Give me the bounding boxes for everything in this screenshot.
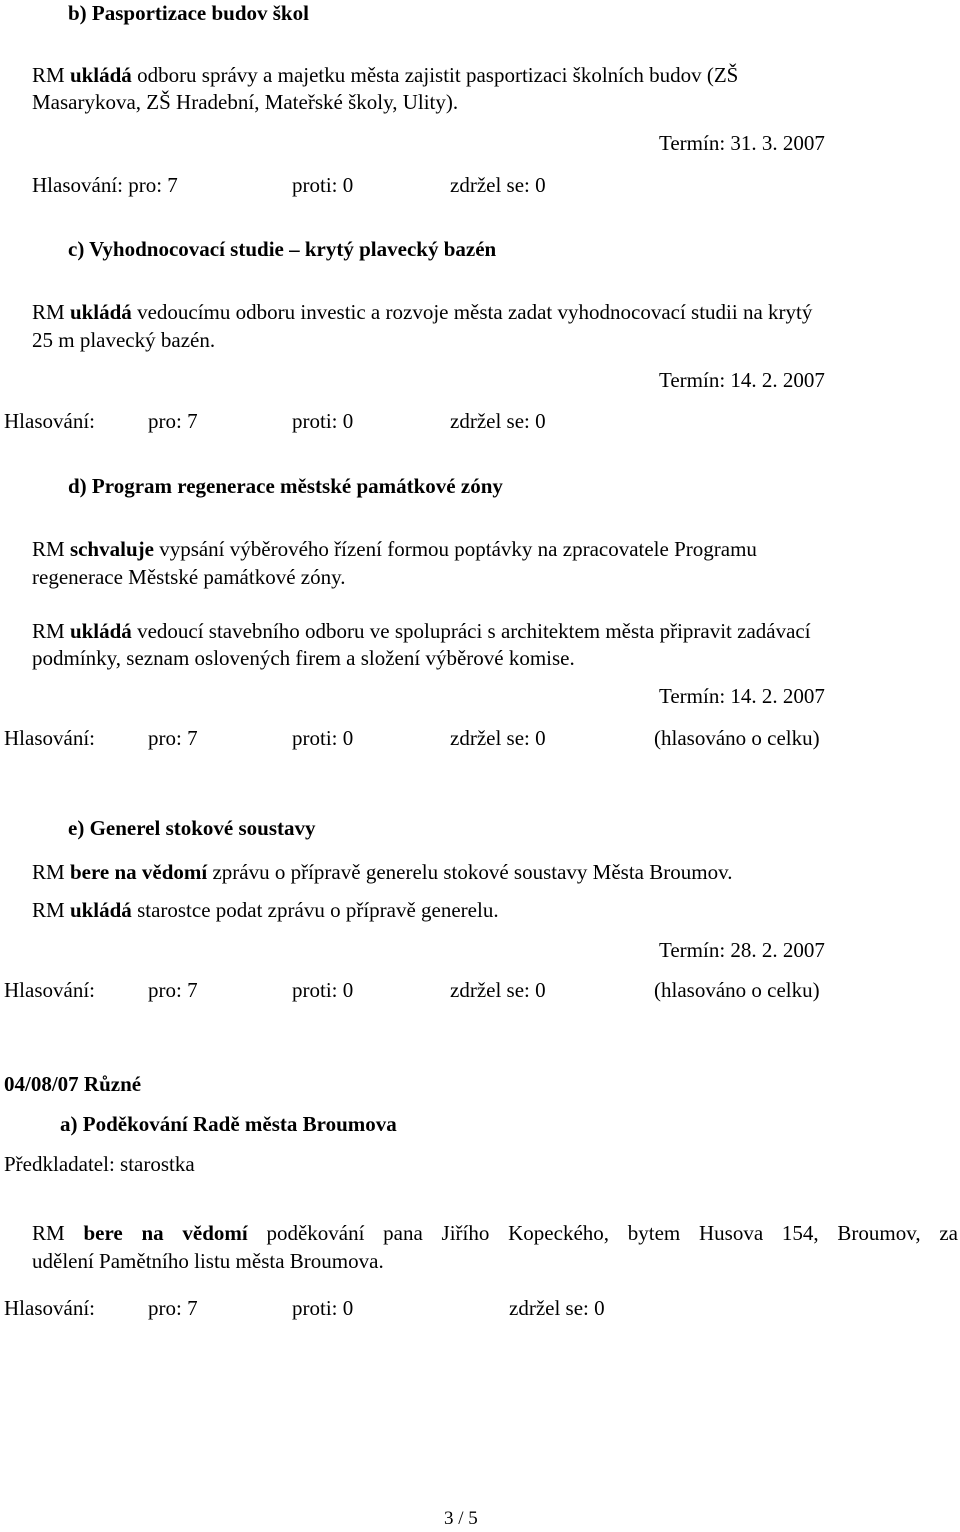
section-d-vote-pro: pro: 7	[148, 726, 198, 750]
section-c-vote-proti: proti: 0	[292, 409, 354, 433]
predkladatel: Předkladatel: starostka	[4, 1152, 195, 1176]
section-b-paragraph-line-2: Masarykova, ZŠ Hradební, Mateřské školy, Ulity).	[32, 90, 459, 114]
text-prefix: RM	[32, 860, 70, 884]
section-b-heading: b) Pasportizace budov škol	[68, 1, 309, 25]
text-rest: vedoucímu odboru investic a rozvoje města zadat vyhodnocovací studii na krytý	[131, 300, 813, 324]
section-c-heading: c) Vyhodnocovací studie – krytý plavecký bazén	[68, 237, 497, 261]
section-d-paragraph-1-line-1	[32, 536, 757, 562]
text-rest: odboru správy a majetku města zajistit pasportizaci školních budov (ZŠ	[131, 63, 739, 87]
text-verb: bere na vědomí	[69, 860, 208, 884]
text-prefix: RM	[32, 537, 70, 561]
section-e-paragraph-1	[32, 859, 732, 885]
section-d-vote-zdrzel: zdržel se: 0	[450, 726, 546, 750]
text-prefix: RM	[32, 1221, 84, 1245]
section-d-vote-note: (hlasováno o celku)	[654, 726, 820, 750]
ruzne-paragraph-line-2: udělení Pamětního listu města Broumova.	[32, 1249, 384, 1273]
section-b-termin: Termín: 31. 3. 2007	[659, 131, 825, 155]
text-prefix: RM	[32, 619, 70, 643]
section-c-vote-pro: pro: 7	[148, 409, 198, 433]
ruzne-paragraph-line-1	[32, 1220, 958, 1246]
text-verb: schvaluje	[69, 537, 154, 561]
text-verb: bere na vědomí	[83, 1221, 248, 1245]
section-d-paragraph-1-line-2: regenerace Městské památkové zóny.	[32, 565, 346, 589]
section-e-vote-zdrzel: zdržel se: 0	[450, 978, 546, 1002]
section-c-vote-label: Hlasování:	[4, 409, 95, 433]
section-c-paragraph-line-1	[32, 299, 812, 325]
section-d-termin: Termín: 14. 2. 2007	[659, 684, 825, 708]
section-e-vote-pro: pro: 7	[148, 978, 198, 1002]
section-e-vote-label: Hlasování:	[4, 978, 95, 1002]
section-b-vote-label: Hlasování: pro: 7	[32, 173, 178, 197]
ruzne-vote-zdrzel: zdržel se: 0	[509, 1296, 605, 1320]
text-rest: zprávu o přípravě generelu stokové soustavy Města Broumov.	[207, 860, 733, 884]
section-d-heading: d) Program regenerace městské památkové zóny	[68, 474, 503, 498]
section-c-vote-zdrzel: zdržel se: 0	[450, 409, 546, 433]
section-e-vote-proti: proti: 0	[292, 978, 354, 1002]
ruzne-vote-proti: proti: 0	[292, 1296, 354, 1320]
section-e-termin: Termín: 28. 2. 2007	[659, 938, 825, 962]
section-b-vote-zdrzel: zdržel se: 0	[450, 173, 546, 197]
text-verb: ukládá	[69, 63, 132, 87]
text-prefix: RM	[32, 898, 70, 922]
section-d-vote-label: Hlasování:	[4, 726, 95, 750]
text-verb: ukládá	[69, 898, 132, 922]
text-rest: poděkování pana Jiřího Kopeckého, bytem Husova 154, Broumov, za	[247, 1221, 958, 1245]
section-d-paragraph-2-line-2: podmínky, seznam oslovených firem a složení výběrové komise.	[32, 646, 575, 670]
text-rest: vypsání výběrového řízení formou poptávky na zpracovatele Programu	[153, 537, 757, 561]
section-b-paragraph-line-1	[32, 62, 738, 88]
text-verb: ukládá	[69, 300, 132, 324]
text-rest: vedoucí stavebního odboru ve spolupráci s architektem města připravit zadávací	[131, 619, 811, 643]
section-c-termin: Termín: 14. 2. 2007	[659, 368, 825, 392]
text-rest: starostce podat zprávu o přípravě generelu.	[131, 898, 499, 922]
section-b-vote-proti: proti: 0	[292, 173, 354, 197]
text-verb: ukládá	[69, 619, 132, 643]
text-prefix: RM	[32, 300, 70, 324]
text-prefix: RM	[32, 63, 70, 87]
section-e-paragraph-2	[32, 897, 499, 923]
section-d-vote-proti: proti: 0	[292, 726, 354, 750]
section-c-paragraph-line-2: 25 m plavecký bazén.	[32, 328, 216, 352]
agenda-item-heading: 04/08/07 Různé	[4, 1072, 142, 1096]
page-number: 3 / 5	[444, 1508, 478, 1529]
ruzne-vote-label: Hlasování:	[4, 1296, 95, 1320]
section-e-heading: e) Generel stokové soustavy	[68, 816, 316, 840]
agenda-subitem-heading: a) Poděkování Radě města Broumova	[60, 1112, 397, 1136]
ruzne-vote-pro: pro: 7	[148, 1296, 198, 1320]
section-e-vote-note: (hlasováno o celku)	[654, 978, 820, 1002]
section-d-paragraph-2-line-1	[32, 618, 811, 644]
